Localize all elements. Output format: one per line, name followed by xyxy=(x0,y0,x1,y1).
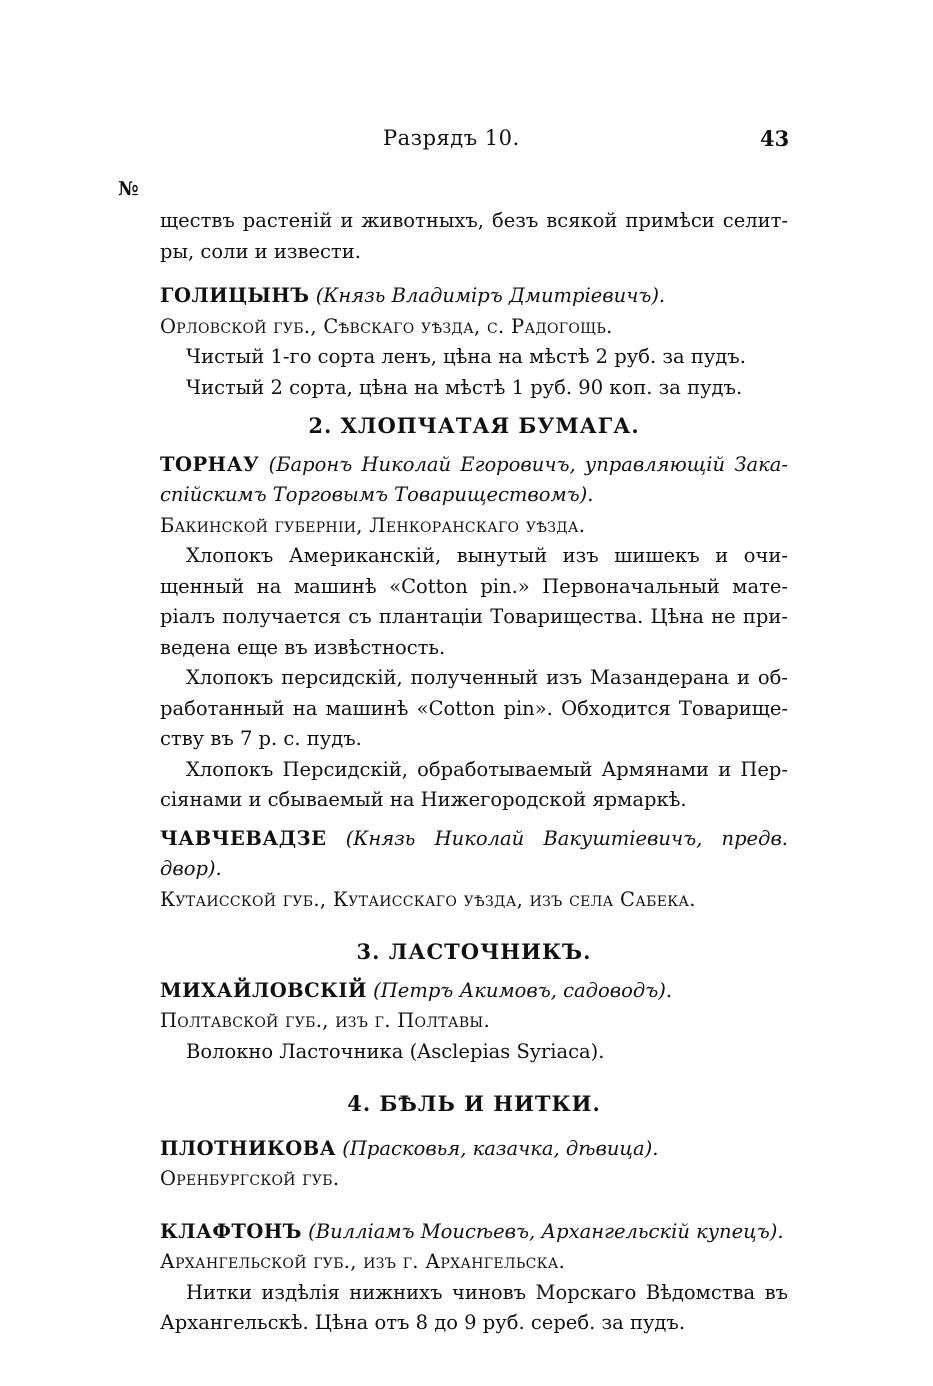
entry-description: (Петръ Акимовъ, садоводъ). xyxy=(373,978,673,1002)
entry-location: Кутаисской губ., Кутаисскаго уѣзда, изъ села Сабека. xyxy=(160,887,696,911)
entry-description: (Вилліамъ Моисѣевъ, Архангельскій купецъ). xyxy=(308,1219,784,1243)
entry-name: ТОРНАУ xyxy=(160,452,260,476)
entry-line: Нитки издѣлія нижнихъ чиновъ Морскаго Вѣдомства въ xyxy=(186,1280,788,1304)
entry-name: КЛАФТОНЪ xyxy=(160,1219,302,1243)
entry-line: Хлопокъ Американскій, вынутый изъ шишекъ и очи- xyxy=(186,544,788,567)
entry-line: сіянами и сбываемый на Нижегородской ярмаркѣ. xyxy=(160,788,687,811)
entry-name: МИХАЙЛОВСКІЙ xyxy=(160,978,367,1002)
page-body xyxy=(160,206,788,1339)
numero-mark: № xyxy=(118,178,139,200)
entry-line: Чистый 1-го сорта ленъ, цѣна на мѣстѣ 2 руб. за пудъ. xyxy=(186,345,746,368)
entry-line: работанный на машинѣ «Cotton pin». Обходится Товарище- xyxy=(160,696,788,720)
section-heading: 3. ЛАСТОЧНИКЪ. xyxy=(356,939,592,964)
header-title: Разрядъ 10. xyxy=(383,126,520,150)
entry-location: Архангельской губ., изъ г. Архангельска. xyxy=(160,1250,566,1273)
entry-line: Хлопокъ персидскій, полученный изъ Мазандерана и об- xyxy=(186,666,788,689)
entry-line: ріалъ получается съ плантаціи Товарищества. Цѣна не при- xyxy=(160,605,788,628)
entry-name: ПЛОТНИКОВА xyxy=(160,1136,337,1160)
entry-description: (Князь Николай Вакуштіевичъ, предв. двор). xyxy=(160,826,788,880)
entry-location: Орловской губ., Сѣвскаго уѣзда, с. Радогощь. xyxy=(160,314,613,338)
entry-line: Хлопокъ Персидскій, обработываемый Армянами и Пер- xyxy=(186,757,788,781)
section-heading: 4. БѢЛЬ И НИТКИ. xyxy=(347,1091,601,1116)
entry-line: Волокно Ласточника (Asclepias Syriaca). xyxy=(186,1039,605,1063)
entry-heading xyxy=(160,281,788,312)
entry-description: (Баронъ Николай Егоровичъ, управляющій Зака- xyxy=(268,452,788,476)
entry-location: Бакинской губерніи, Ленкоранскаго уѣзда. xyxy=(160,513,586,537)
entry-description: (Князь Владиміръ Дмитріевичъ). xyxy=(315,284,666,307)
page-number: 43 xyxy=(760,126,790,151)
entry-heading xyxy=(160,1217,788,1248)
entry-name: ЧАВЧЕВАДЗЕ xyxy=(160,826,327,850)
entry-line: Архангельскѣ. Цѣна отъ 8 до 9 руб. сереб. за пудъ. xyxy=(160,1311,686,1334)
entry-name: ГОЛИЦЫНЪ xyxy=(160,284,310,307)
entry-heading xyxy=(160,824,788,885)
entry-heading xyxy=(160,450,788,481)
entry-description: (Прасковья, казачка, дѣвица). xyxy=(342,1136,659,1160)
entry-line: ведена еще въ извѣстность. xyxy=(160,635,446,659)
entry-line: Чистый 2 сорта, цѣна на мѣстѣ 1 руб. 90 коп. за пудъ. xyxy=(186,375,743,399)
section-heading: 2. ХЛОПЧАТАЯ БУМАГА. xyxy=(308,413,640,438)
entry-heading xyxy=(160,976,788,1007)
intro-line: ры, соли и извести. xyxy=(160,239,361,263)
entry-description: спійскимъ Торговымъ Товариществомъ). xyxy=(160,483,594,506)
entry-heading xyxy=(160,1134,788,1165)
entry-line: щенный на машинѣ «Cotton pin.» Первоначальный мате- xyxy=(160,574,788,598)
entry-line: ству въ 7 р. с. пудъ. xyxy=(160,727,362,750)
entry-location: Оренбургской губ. xyxy=(160,1167,340,1190)
intro-line: ществъ растеній и животныхъ, безъ всякой примѣси селит- xyxy=(160,209,788,232)
entry-location: Полтавской губ., изъ г. Полтавы. xyxy=(160,1009,490,1032)
